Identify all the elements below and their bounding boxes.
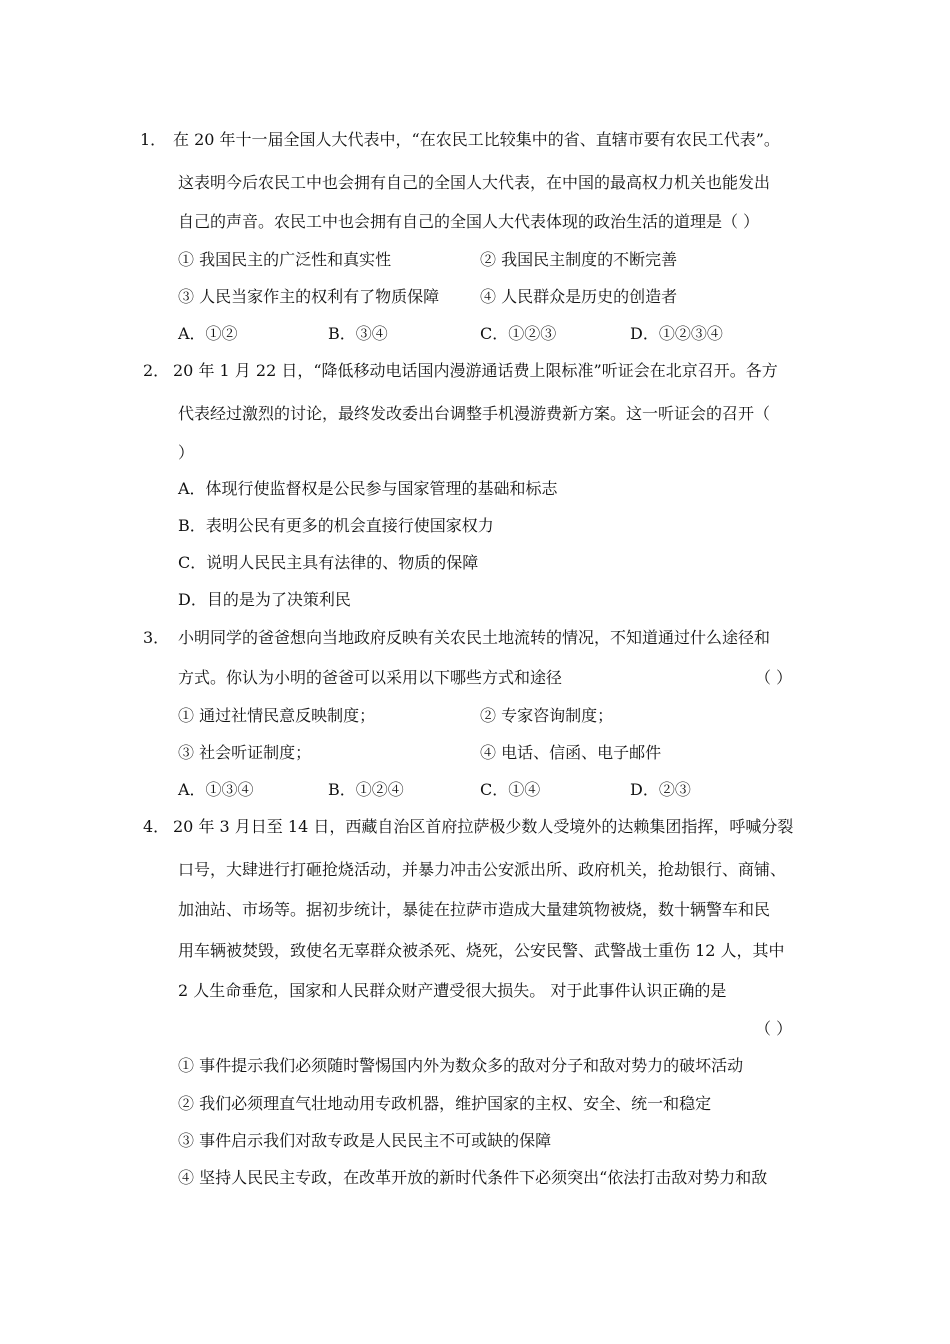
question-text-line: 口号，大肆进行打砸抢烧活动，并暴力冲击公安派出所、政府机关，抢劫银行、商铺、 bbox=[178, 860, 787, 879]
question-number: 3． bbox=[143, 628, 170, 647]
question-number: 1． bbox=[140, 130, 167, 149]
choice-b: B．③④ bbox=[328, 324, 388, 343]
statement: ③ 事件启示我们对敌专政是人民民主不可或缺的保障 bbox=[178, 1131, 552, 1150]
question-number: 4． bbox=[143, 817, 170, 836]
choice-d: D．②③ bbox=[630, 780, 691, 799]
question-text-line: 20 年 3 月日至 14 日，西藏自治区首府拉萨极少数人受境外的达赖集团指挥，呼喊分裂 bbox=[173, 817, 794, 836]
question-text-line: 2 人生命垂危，国家和人民群众财产遭受很大损失。 对于此事件认识正确的是 bbox=[178, 981, 727, 1000]
choice-a: A．①③④ bbox=[178, 780, 254, 799]
answer-blank: （ ） bbox=[755, 1019, 793, 1038]
choice-c: C．①②③ bbox=[480, 324, 557, 343]
choice-d: D．目的是为了决策利民 bbox=[178, 590, 351, 609]
question-text-line: 方式。你认为小明的爸爸可以采用以下哪些方式和途径 bbox=[178, 668, 563, 687]
statement: ② 我国民主制度的不断完善 bbox=[480, 250, 678, 269]
question-number: 2． bbox=[143, 361, 170, 380]
question-text-line: 用车辆被焚毁，致使名无辜群众被杀死、烧死，公安民警、武警战士重伤 12 人，其中 bbox=[178, 941, 785, 960]
statement: ④ 人民群众是历史的创造者 bbox=[480, 287, 678, 306]
statement: ② 我们必须理直气壮地动用专政机器，维护国家的主权、安全、统一和稳定 bbox=[178, 1094, 712, 1113]
statement: ② 专家咨询制度； bbox=[480, 706, 614, 725]
statement: ③ 社会听证制度； bbox=[178, 743, 312, 762]
choice-a: A．体现行使监督权是公民参与国家管理的基础和标志 bbox=[178, 479, 558, 498]
question-text-line: 小明同学的爸爸想向当地政府反映有关农民土地流转的情况，不知道通过什么途径和 bbox=[178, 628, 771, 647]
question-text-line: 在 20 年十一届全国人大代表中，“在农民工比较集中的省、直辖市要有农民工代表”。 bbox=[173, 130, 780, 149]
question-text-line: ） bbox=[178, 443, 195, 462]
choice-a: A．①② bbox=[178, 324, 238, 343]
choice-c: C．说明人民民主具有法律的、物质的保障 bbox=[178, 553, 479, 572]
question-text-line: 加油站、市场等。据初步统计，暴徒在拉萨市造成大量建筑物被烧，数十辆警车和民 bbox=[178, 900, 771, 919]
question-text-line: 自己的声音。农民工中也会拥有自己的全国人大代表体现的政治生活的道理是（ ） bbox=[178, 212, 760, 231]
statement: ① 事件提示我们必须随时警惕国内外为数众多的敌对分子和敌对势力的破坏活动 bbox=[178, 1056, 744, 1075]
question-text-line: 代表经过激烈的讨论，最终发改委出台调整手机漫游费新方案。这一听证会的召开（ bbox=[178, 404, 771, 423]
statement: ④ 电话、信函、电子邮件 bbox=[480, 743, 662, 762]
statement: ④ 坚持人民民主专政，在改革开放的新时代条件下必须突出“依法打击敌对势力和敌 bbox=[178, 1168, 768, 1187]
statement: ① 通过社情民意反映制度； bbox=[178, 706, 376, 725]
statement: ③ 人民当家作主的权利有了物质保障 bbox=[178, 287, 440, 306]
question-text-line: 20 年 1 月 22 日，“降低移动电话国内漫游通话费上限标准”听证会在北京召开。各方 bbox=[173, 361, 778, 380]
choice-c: C．①④ bbox=[480, 780, 541, 799]
statement: ① 我国民主的广泛性和真实性 bbox=[178, 250, 392, 269]
question-text-line: 这表明今后农民工中也会拥有自己的全国人大代表，在中国的最高权力机关也能发出 bbox=[178, 173, 771, 192]
answer-blank: （ ） bbox=[755, 668, 793, 687]
choice-d: D．①②③④ bbox=[630, 324, 723, 343]
choice-b: B．表明公民有更多的机会直接行使国家权力 bbox=[178, 516, 494, 535]
choice-b: B．①②④ bbox=[328, 780, 404, 799]
